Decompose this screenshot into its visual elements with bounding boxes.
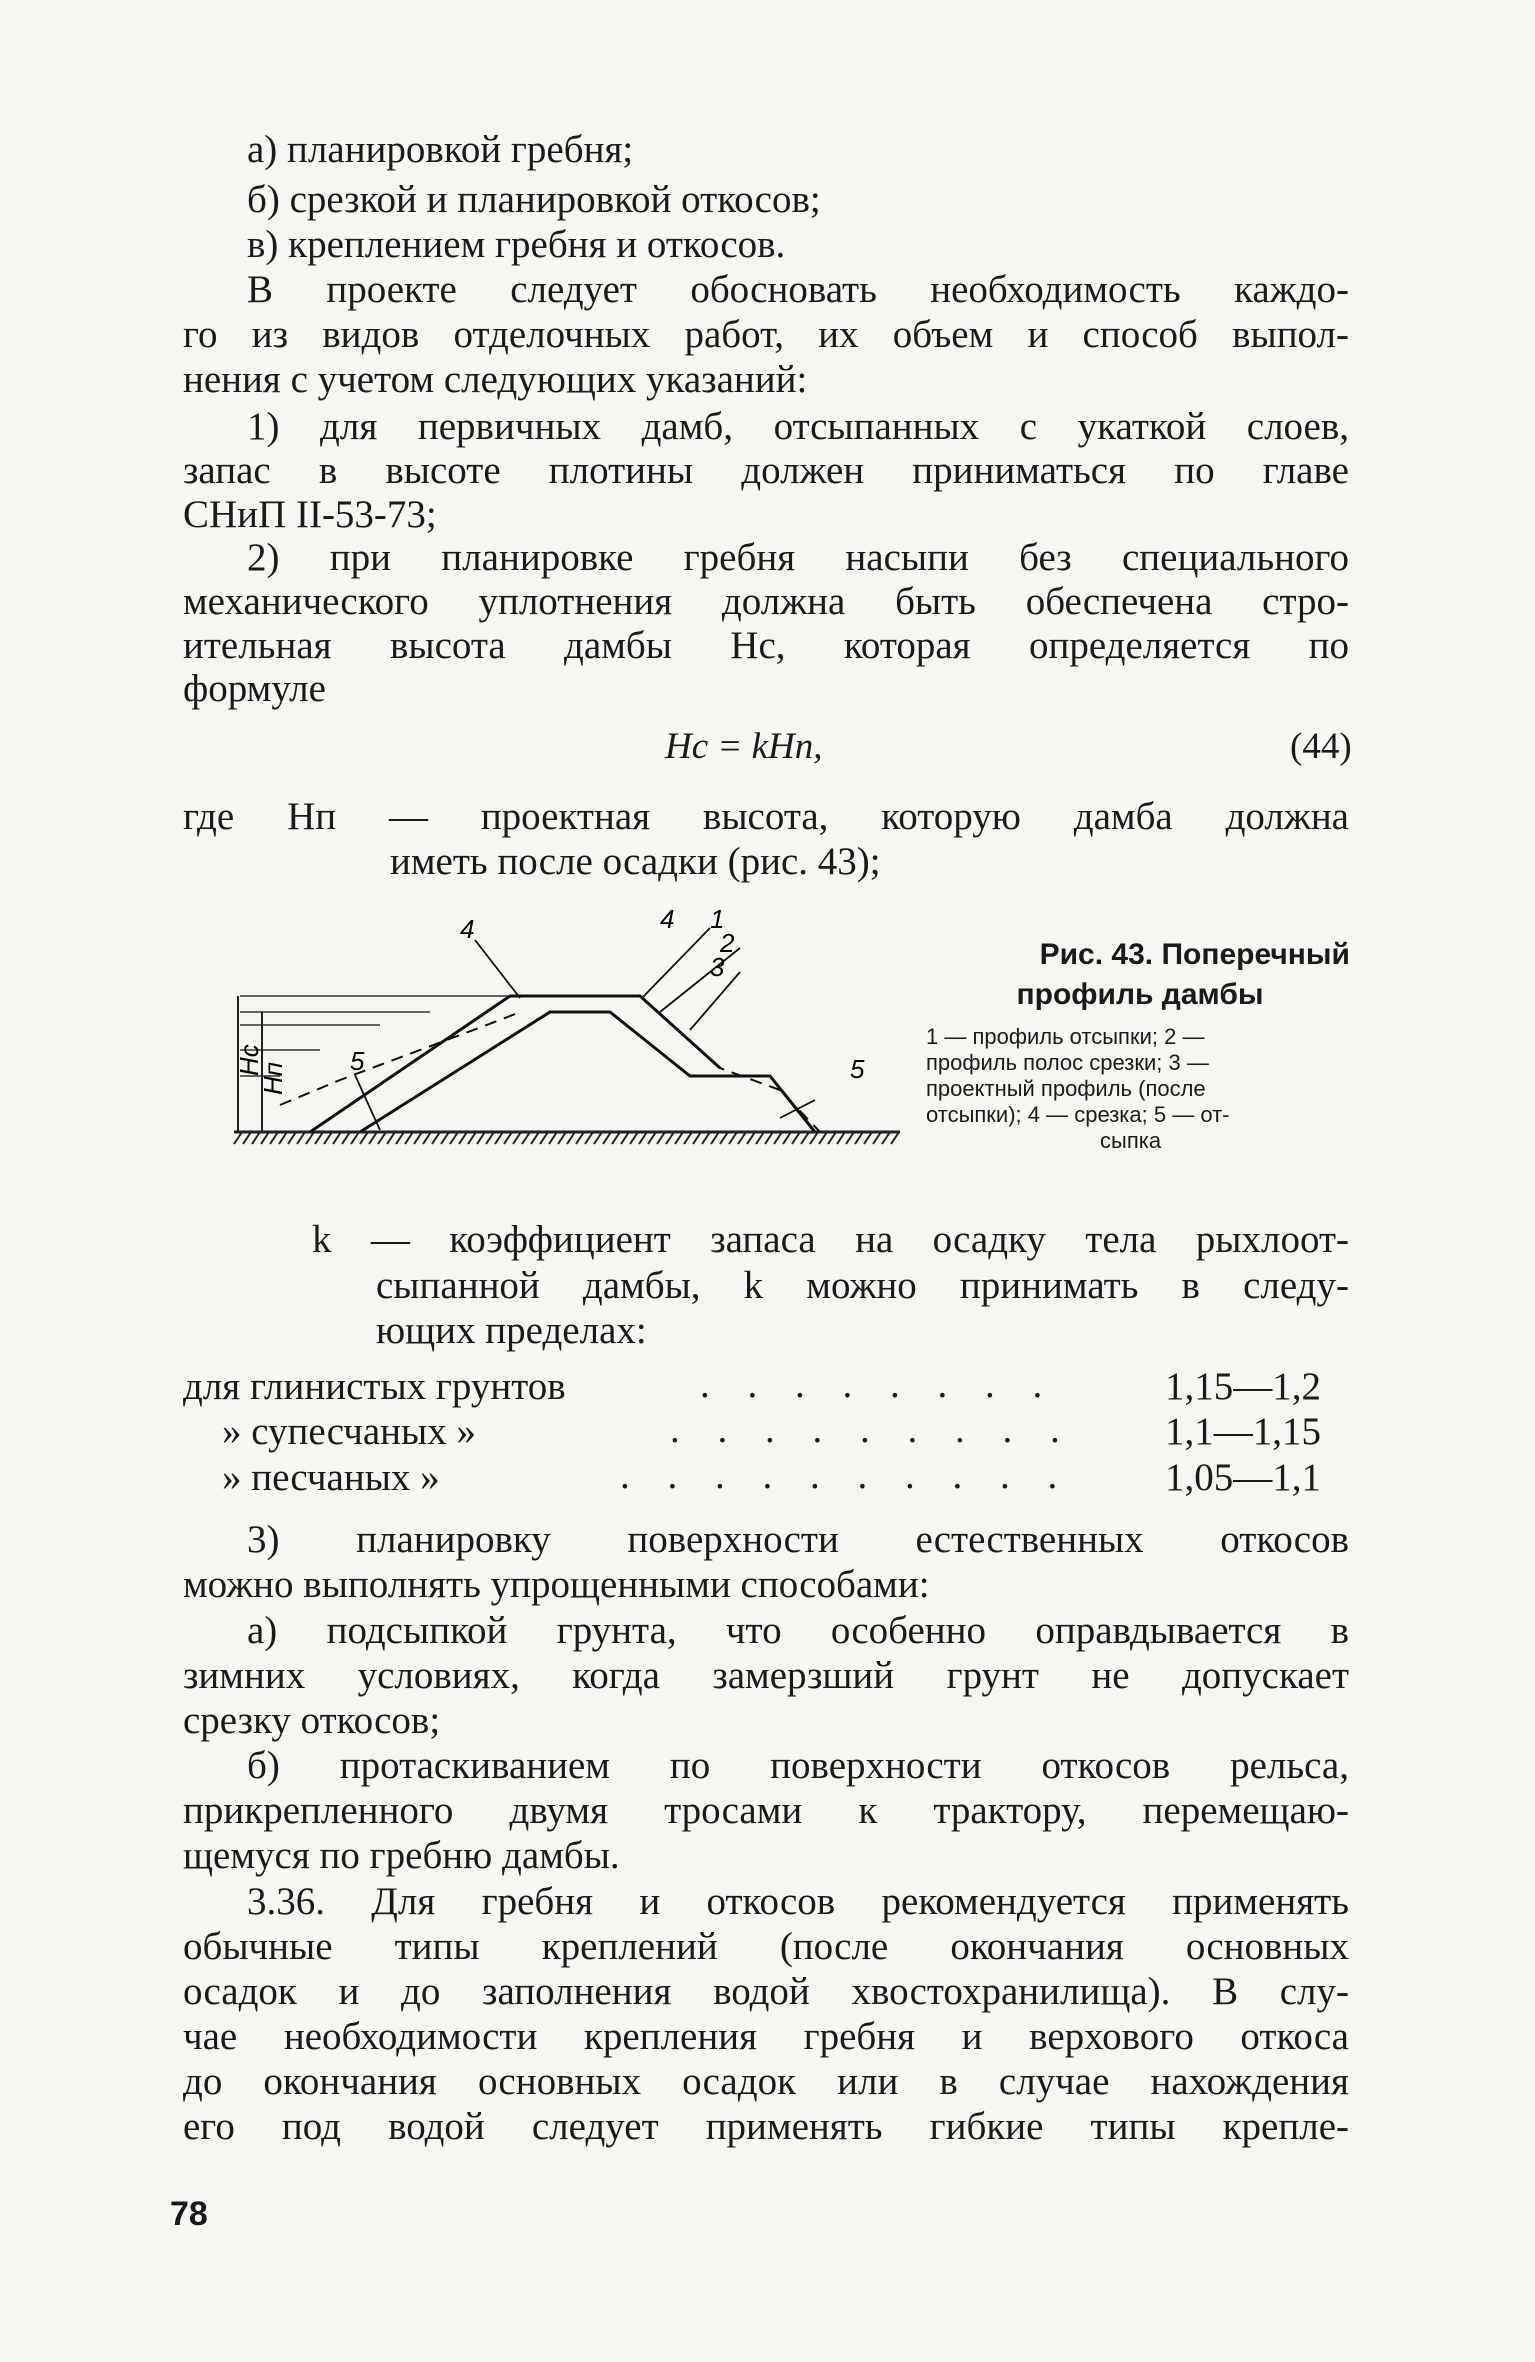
para-336-line: до окончания основных осадок или в случае нахождения [183, 2060, 1349, 2103]
hatch-mark [378, 1132, 386, 1144]
item3-line: 3) планировку поверхности естественных откосов [247, 1518, 1349, 1561]
hatch-mark [396, 1132, 404, 1144]
figure-caption-line: отсыпки); 4 — срезка; 5 — от- [926, 1102, 1230, 1127]
fig-label-5b: 5 [850, 1054, 865, 1084]
hatch-mark [513, 1132, 521, 1144]
hatch-mark [324, 1132, 332, 1144]
hatch-mark [414, 1132, 422, 1144]
item3b-line: прикрепленного двумя тросами к трактору, перемещаю- [183, 1789, 1349, 1832]
hatch-mark [540, 1132, 548, 1144]
item3a-line: срезку откосов; [183, 1699, 441, 1742]
cut-strip-line [280, 1012, 520, 1105]
hatch-mark [675, 1132, 683, 1144]
para-336-line: осадок и до заполнения водой хвостохранилища). В слу- [183, 1970, 1349, 2013]
para-project-line: го из видов отделочных работ, их объем и способ выпол- [183, 313, 1349, 356]
hatch-mark [792, 1132, 800, 1144]
k-def-line: сыпанной дамбы, k можно принимать в следу- [376, 1264, 1349, 1307]
hatch-mark [711, 1132, 719, 1144]
fig-label-4a: 4 [460, 914, 475, 944]
hatch-mark [297, 1132, 305, 1144]
hatch-mark [657, 1132, 665, 1144]
hatch-mark [891, 1132, 899, 1144]
item3a-line: зимних условиях, когда замерзший грунт не допускает [183, 1654, 1349, 1697]
fig-label-1: 1 [710, 904, 725, 934]
dam-profile-figure [220, 900, 900, 1170]
hatch-mark [441, 1132, 449, 1144]
hatch-mark [684, 1132, 692, 1144]
item1-line: СНиП II-53-73; [183, 493, 437, 536]
hatch-mark [288, 1132, 296, 1144]
hatch-mark [387, 1132, 395, 1144]
hatch-mark [306, 1132, 314, 1144]
list-item-c: в) креплением гребня и откосов. [247, 223, 786, 266]
fig-label-2: 2 [720, 928, 735, 958]
hatch-mark [486, 1132, 494, 1144]
hatch-mark [846, 1132, 854, 1144]
hatch-mark [855, 1132, 863, 1144]
figure-caption-line: 1 — профиль отсыпки; 2 — [926, 1024, 1205, 1049]
hatch-mark [261, 1132, 269, 1144]
hatch-mark [270, 1132, 278, 1144]
fig-label-hc: Hс [234, 1044, 264, 1076]
hatch-mark [864, 1132, 872, 1144]
hatch-mark [576, 1132, 584, 1144]
coef-value: 1,05—1,1 [1165, 1456, 1321, 1499]
where-hp-line: где Hп — проектная высота, которую дамба должна [183, 795, 1349, 838]
hatch-mark [522, 1132, 530, 1144]
hatch-mark [666, 1132, 674, 1144]
leader-dots: . . . . . . . . . . [620, 1454, 1072, 1497]
para-project-line: В проекте следует обосновать необходимость каждо- [247, 268, 1349, 311]
figure-caption-line: сыпка [1100, 1128, 1162, 1153]
item3a-line: а) подсыпкой грунта, что особенно оправдывается в [247, 1609, 1349, 1652]
hatch-mark [828, 1132, 836, 1144]
hatch-mark [702, 1132, 710, 1144]
hatch-mark [783, 1132, 791, 1144]
leader-dots: . . . . . . . . . [670, 1408, 1074, 1451]
item3b-line: б) протаскиванием по поверхности откосов рельса, [247, 1744, 1349, 1787]
hatch-mark [585, 1132, 593, 1144]
hatch-mark [819, 1132, 827, 1144]
hatch-mark [612, 1132, 620, 1144]
fig-label-5a: 5 [350, 1046, 365, 1076]
para-project-line: нения с учетом следующих указаний: [183, 358, 808, 401]
hatch-mark [648, 1132, 656, 1144]
figure-caption-line: профиль полос срезки; 3 — [926, 1050, 1209, 1075]
hatch-mark [720, 1132, 728, 1144]
hatch-mark [405, 1132, 413, 1144]
hatch-mark [342, 1132, 350, 1144]
hatch-mark [639, 1132, 647, 1144]
hatch-mark [747, 1132, 755, 1144]
hatch-mark [630, 1132, 638, 1144]
item2-line: ительная высота дамбы Hс, которая определяется по [183, 624, 1349, 667]
hatch-mark [252, 1132, 260, 1144]
hatch-mark [603, 1132, 611, 1144]
leader-dots: . . . . . . . . [700, 1363, 1057, 1406]
hatch-mark [837, 1132, 845, 1144]
hatch-mark [459, 1132, 467, 1144]
hatch-mark [801, 1132, 809, 1144]
coef-value: 1,1—1,15 [1165, 1410, 1321, 1453]
list-item-b: б) срезкой и планировкой откосов; [247, 178, 821, 221]
item2-line: формуле [183, 667, 326, 710]
hatch-mark [495, 1132, 503, 1144]
item3b-line: щемуся по гребню дамбы. [183, 1834, 620, 1877]
list-item-a: а) планировкой гребня; [247, 128, 634, 171]
hatch-mark [558, 1132, 566, 1144]
hatch-mark [729, 1132, 737, 1144]
hatch-mark [450, 1132, 458, 1144]
k-def-line: ющих пределах: [376, 1309, 647, 1352]
item2-line: 2) при планировке гребня насыпи без специального [247, 536, 1349, 579]
hatch-mark [810, 1132, 818, 1144]
item1-line: 1) для первичных дамб, отсыпанных с укаткой слоев, [247, 405, 1349, 448]
para-336-line: его под водой следует применять гибкие типы крепле- [183, 2105, 1349, 2148]
para-336-line: обычные типы креплений (после окончания основных [183, 1925, 1349, 1968]
where-hp-line: иметь после осадки (рис. 43); [390, 840, 881, 883]
coef-label: » супесчаных » [222, 1410, 476, 1453]
fig-label-hp: Hп [258, 1061, 288, 1095]
page-number: 78 [170, 2195, 208, 2233]
coef-label: » песчаных » [222, 1456, 440, 1499]
hatch-mark [369, 1132, 377, 1144]
hatch-mark [432, 1132, 440, 1144]
k-def-line: k — коэффициент запаса на осадку тела рыхлоот- [312, 1218, 1349, 1261]
hatch-mark [531, 1132, 539, 1144]
project-profile-line [360, 1012, 815, 1132]
hatch-mark [774, 1132, 782, 1144]
coef-value: 1,15—1,2 [1165, 1365, 1321, 1408]
hatch-mark [549, 1132, 557, 1144]
hatch-mark [621, 1132, 629, 1144]
para-336-line: чае необходимости крепления гребня и верхового откоса [183, 2015, 1349, 2058]
hatch-mark [333, 1132, 341, 1144]
hatch-mark [693, 1132, 701, 1144]
fig-label-3: 3 [710, 952, 725, 982]
hatch-mark [315, 1132, 323, 1144]
hatch-mark [765, 1132, 773, 1144]
figure-title-line1: Рис. 43. Поперечный [1039, 938, 1350, 971]
hatch-mark [756, 1132, 764, 1144]
hatch-mark [234, 1132, 242, 1144]
coef-label: для глинистых грунтов [183, 1365, 566, 1408]
item2-line: механического уплотнения должна быть обеспечена стро- [183, 580, 1349, 623]
figure-caption-line: проектный профиль (после [926, 1076, 1206, 1101]
hatch-mark [351, 1132, 359, 1144]
hatch-mark [738, 1132, 746, 1144]
hatch-mark [477, 1132, 485, 1144]
hatch-mark [594, 1132, 602, 1144]
hatch-mark [873, 1132, 881, 1144]
hatch-mark [504, 1132, 512, 1144]
formula-44: Hс = kHп, [665, 726, 823, 767]
figure-title-line2: профиль дамбы [1016, 978, 1264, 1011]
hatch-mark [423, 1132, 431, 1144]
hatch-mark [882, 1132, 890, 1144]
hatch-mark [243, 1132, 251, 1144]
item1-line: запас в высоте плотины должен приниматься по главе [183, 449, 1349, 492]
hatch-mark [279, 1132, 287, 1144]
formula-number: (44) [1290, 726, 1352, 767]
item3-line: можно выполнять упрощенными способами: [183, 1563, 930, 1606]
hatch-mark [360, 1132, 368, 1144]
fig-label-4b: 4 [660, 904, 675, 934]
hatch-mark [468, 1132, 476, 1144]
para-336-line: 3.36. Для гребня и откосов рекомендуется применять [247, 1880, 1349, 1923]
hatch-mark [567, 1132, 575, 1144]
